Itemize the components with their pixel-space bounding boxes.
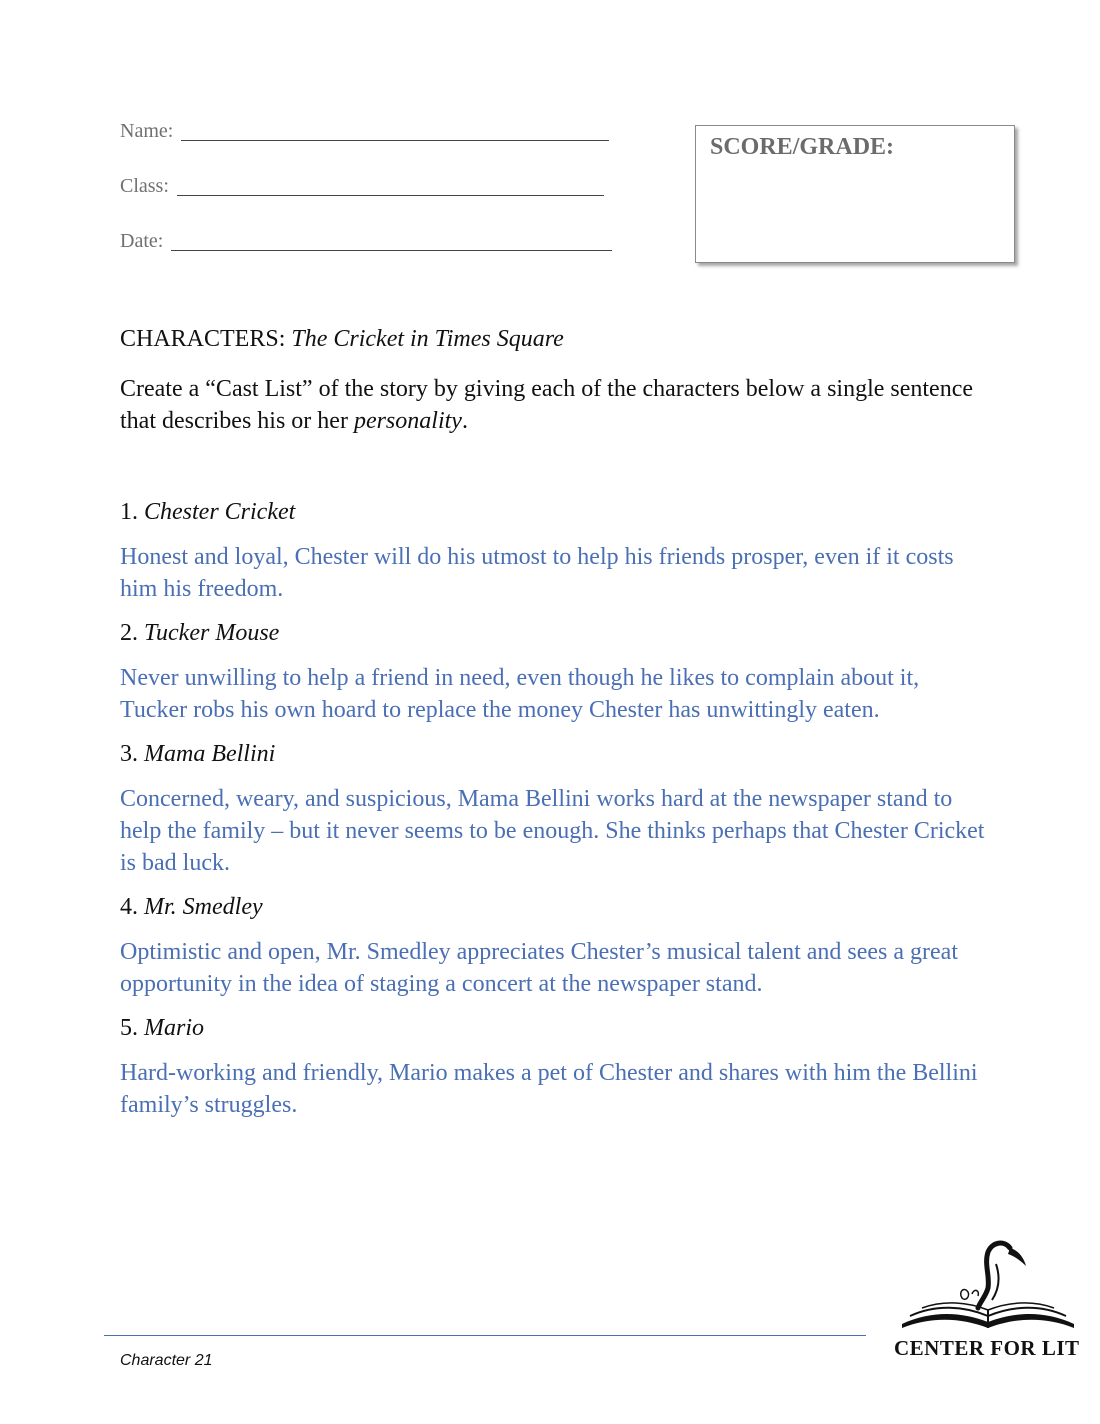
character-item bbox=[120, 497, 990, 605]
character-answer: Concerned, weary, and suspicious, Mama Bellini works hard at the newspaper stand to help the family – but it never seems to be enough. She thinks perhaps that Chester Cricket is bad luck. bbox=[120, 786, 985, 876]
character-number: 1. bbox=[120, 499, 138, 525]
character-answer: Never unwilling to help a friend in need, even though he likes to complain about it, Tucker robs his own hoard to replace the money Chester has unwittingly eaten. bbox=[120, 665, 920, 723]
character-answer: Optimistic and open, Mr. Smedley appreciates Chester’s musical talent and sees a great opportunity in the idea of staging a concert at the newspaper stand. bbox=[120, 939, 958, 997]
name-label: Name: bbox=[120, 120, 174, 142]
logo-text: CENTER FOR LIT bbox=[894, 1336, 1080, 1360]
name-input-line[interactable] bbox=[181, 139, 609, 141]
character-title bbox=[120, 497, 990, 527]
date-label: Date: bbox=[120, 230, 164, 252]
page-title bbox=[120, 326, 564, 353]
character-title bbox=[120, 1013, 990, 1043]
score-grade-label: SCORE/GRADE: bbox=[710, 134, 895, 160]
character-number: 5. bbox=[120, 1015, 138, 1041]
date-field bbox=[120, 230, 612, 253]
class-field bbox=[120, 175, 604, 198]
instructions-end: . bbox=[461, 408, 468, 434]
instructions-text: Create a “Cast List” of the story by giving each of the characters below a single sentence that describes his or her bbox=[120, 376, 974, 434]
character-item bbox=[120, 618, 990, 726]
instructions bbox=[120, 373, 980, 437]
character-title bbox=[120, 739, 990, 769]
class-label: Class: bbox=[120, 175, 169, 197]
character-name: Mama Bellini bbox=[144, 741, 276, 767]
class-input-line[interactable] bbox=[177, 194, 604, 196]
footer-divider bbox=[104, 1335, 866, 1336]
character-answer: Honest and loyal, Chester will do his utmost to help his friends prosper, even if it costs him his freedom. bbox=[120, 544, 954, 602]
date-input-line[interactable] bbox=[171, 249, 612, 251]
character-number: 3. bbox=[120, 741, 138, 767]
character-list bbox=[120, 497, 990, 1134]
character-name: Mario bbox=[144, 1015, 204, 1041]
character-number: 2. bbox=[120, 620, 138, 646]
character-item bbox=[120, 739, 990, 879]
character-item bbox=[120, 1013, 990, 1121]
book-title: The Cricket in Times Square bbox=[291, 326, 564, 352]
pelican-book-icon bbox=[892, 1236, 1082, 1341]
character-name: Tucker Mouse bbox=[144, 620, 280, 646]
character-title bbox=[120, 892, 990, 922]
character-name: Chester Cricket bbox=[144, 499, 296, 525]
instructions-emphasis: personality bbox=[353, 408, 462, 434]
character-answer: Hard-working and friendly, Mario makes a pet of Chester and shares with him the Bellini family’s struggles. bbox=[120, 1060, 978, 1118]
character-title bbox=[120, 618, 990, 648]
heading-prefix: CHARACTERS: bbox=[120, 326, 292, 352]
character-name: Mr. Smedley bbox=[144, 894, 263, 920]
score-grade-box bbox=[695, 125, 1015, 263]
character-item bbox=[120, 892, 990, 1000]
center-for-lit-logo bbox=[892, 1236, 1082, 1366]
page-footer: Character 21 bbox=[120, 1352, 213, 1369]
name-field bbox=[120, 120, 609, 143]
character-number: 4. bbox=[120, 894, 138, 920]
